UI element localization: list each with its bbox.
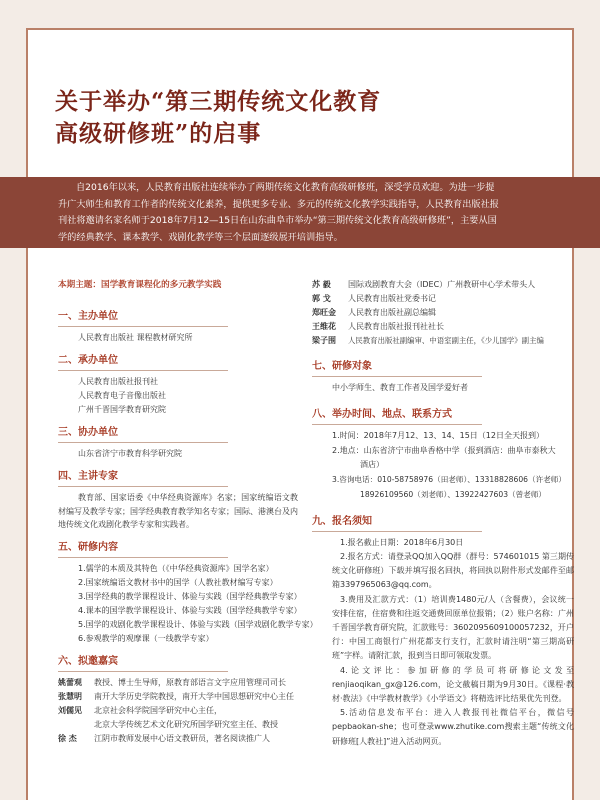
guest-desc: 南开大学历史学院教授，南开大学中国思想研究中心主任 xyxy=(94,691,294,701)
guest-row xyxy=(58,704,298,718)
title-line-2: 高级研修班”的启事 xyxy=(55,120,262,147)
intro-line-3: 刊社将邀请名家名师于2018年7月12—15日在山东曲阜市举办“第三期传统文化教育高级研修班”，主要从国 xyxy=(58,215,497,226)
guest-name: 张慧明 xyxy=(58,691,82,701)
section-divider xyxy=(58,442,228,443)
host-item: 广州千晋国学教育研究院 xyxy=(78,405,166,414)
section-divider xyxy=(312,424,482,425)
audience-item: 中小学师生、教育工作者及国学爱好者 xyxy=(332,383,468,392)
guest-desc: 教授、博士生导师，原教育部语言文字应用管理司司长 xyxy=(94,677,286,687)
guest-row xyxy=(58,676,298,690)
guest-desc: 人民教育出版社副编审、中语室副主任，《少儿国学》副主编 xyxy=(348,336,544,345)
co-organizer-item: 山东省济宁市教育科学研究院 xyxy=(78,449,182,458)
intro-line-1: 自2016年以来，人民教育出版社连续举办了两期传统文化教育高级研修班，深受学员欢迎。为进一步提 xyxy=(76,182,495,193)
guest-row xyxy=(58,690,298,704)
content-item: 1.儒学的本质及其特色（《中华经典资源库》国学名家） xyxy=(78,563,274,573)
content-item: 6.参观教学的观摩课（一线教学专家） xyxy=(78,633,214,643)
section-divider xyxy=(58,671,228,672)
guest-name: 郭 戈 xyxy=(312,294,331,303)
section-divider xyxy=(58,486,228,487)
section-co-organizer-title: 三、协办单位 xyxy=(58,427,118,438)
registration-platform: 5.活动信息发布平台：进入人教报刊社微信平台，微信号pepbaokan-she；也可登录www.zhutike.com搜索主题“传统文化研修班[人教社]”进入活动网页。 xyxy=(332,708,574,746)
intro-line-4: 学的经典教学、课本教学、戏剧化教学等三个层面逐级展开培训指导。 xyxy=(58,231,343,243)
section-registration-title: 九、报名须知 xyxy=(312,515,372,527)
section-content-title: 五、研修内容 xyxy=(58,541,118,553)
guest-name: 姚蕾观 xyxy=(58,677,82,687)
section-divider xyxy=(58,326,228,327)
guest-row xyxy=(312,320,574,334)
host-item: 人民教育出版社报刊社 xyxy=(78,377,158,386)
section-host-title: 二、承办单位 xyxy=(58,355,118,366)
section-divider xyxy=(58,370,228,371)
guest-name: 苏 毅 xyxy=(312,280,331,289)
section-divider xyxy=(312,531,482,532)
guest-name: 徐 杰 xyxy=(58,733,77,743)
content-item: 4.课本的国学教学课程设计、体验与实践（国学经典教学专家） xyxy=(78,605,302,615)
page-title xyxy=(55,86,555,150)
content-item: 5.国学的戏剧化教学课程设计、体验与实践（国学戏剧化教学专家） xyxy=(78,619,318,629)
guest-name xyxy=(58,718,94,732)
guest-desc: 人民教育出版社党委书记 xyxy=(348,294,436,303)
left-column xyxy=(58,278,318,746)
guest-row xyxy=(312,334,574,348)
place-item: 2.地点：山东省济宁市曲阜香格中学（报到酒店：曲阜市泰秋大 xyxy=(332,445,556,455)
guest-row xyxy=(312,278,574,292)
host-item: 人民教育电子音像出版社 xyxy=(78,391,166,400)
guest-row xyxy=(312,292,574,306)
section-audience-title: 七、研修对象 xyxy=(312,361,372,372)
guest-desc: 江阴市教师发展中心语文教研员，著名阅读推广人 xyxy=(94,733,270,743)
section-divider xyxy=(312,376,482,377)
title-line-1: 关于举办“第三期传统文化教育 xyxy=(55,88,382,115)
experts-text: 教育部、国家语委《中华经典资源库》名家；国家统编语文教材编写及教学专家；国学经典教育教学知名专家；国际、港澳台及内地传统文化戏剧化教学专家和实践者。 xyxy=(58,493,298,529)
right-column xyxy=(312,278,574,749)
section-divider xyxy=(58,557,228,558)
section-guests-title: 六、拟邀嘉宾 xyxy=(58,655,118,667)
content-item: 2.国家统编语文教材书中的国学（人教社教材编写专家） xyxy=(78,577,278,587)
organizer-item: 人民教育出版社 课程教材研究所 xyxy=(78,333,193,342)
section-organizer-title: 一、主办单位 xyxy=(58,311,118,322)
section-experts-title: 四、主讲专家 xyxy=(58,471,118,482)
guest-desc: 人民教育出版社副总编辑 xyxy=(348,308,436,317)
theme-heading: 本期主题：国学教育课程化的多元教学实践 xyxy=(58,280,222,290)
guest-name: 王维花 xyxy=(312,322,336,331)
registration-fee: 3.费用及汇款方式：（1）培训费1480元/人（含餐费），会议统一安排住宿，住宿费和往返交通费回原单位报销；（2）账户名称：广州千晋国学教育研究院，汇款账号：3602095609100057232，开户行：中国工商银行广州花都支行支行，汇款时请注明“第三期高研班”字样。请附汇款，报到当日即可领取发票。 xyxy=(332,594,574,661)
phone-item-cont: 18926109560（刘老师）、13922427603（曾老师） xyxy=(360,489,547,499)
phone-item: 3.咨询电话：010-58758976（田老师）、13318828606（许老师） xyxy=(332,475,566,485)
time-item: 1.时间：2018年7月12、13、14、15日（12日全天报到） xyxy=(332,430,544,440)
guest-row xyxy=(312,306,574,320)
guest-name: 郑旺金 xyxy=(312,308,336,317)
place-item-cont: 酒店） xyxy=(360,460,384,470)
registration-method: 2.报名方式：请登录QQ加入QQ群（群号：574601015 第三期传统文化研修班）下载并填写报名回执，将回执以附件形式发邮件至邮箱3397965063@qq.com。 xyxy=(332,551,574,590)
guest-desc: 北京社会科学院国学研究中心主任， xyxy=(94,705,222,715)
content-item: 3.国学经典的教学课程设计、体验与实践（国学经典教学专家） xyxy=(78,591,302,601)
guest-desc: 人民教育出版社报刊社社长 xyxy=(348,322,444,331)
section-time-place-title: 八、举办时间、地点、联系方式 xyxy=(312,408,452,420)
guest-name: 梁子围 xyxy=(312,336,336,345)
guest-desc: 国际戏剧教育大会（IDEC）广州教研中心学术带头人 xyxy=(348,280,536,289)
guest-name: 刘儒见 xyxy=(58,705,82,715)
guest-desc: 北京大学传统艺术文化研究所国学研究室主任、教授 xyxy=(94,719,278,729)
intro-line-2: 升广大师生和教育工作者的传统文化素养，提供更多专业、多元的传统文化教学实践指导，人民教育出版社报 xyxy=(58,198,499,210)
intro-banner xyxy=(0,177,600,248)
guest-row xyxy=(58,732,298,746)
guest-row xyxy=(58,718,298,732)
registration-deadline: 1.报名截止日期：2018年6月30日 xyxy=(340,537,464,547)
registration-paper: 4.论文评比：参加研修的学员可将研修论文发至renjiaoqikan_gx@126.com，论文截稿日期为9月30日。《课程·教材·教法》《中学教材教学》《小学语文》将精选评比结果优先刊登。 xyxy=(332,665,574,704)
